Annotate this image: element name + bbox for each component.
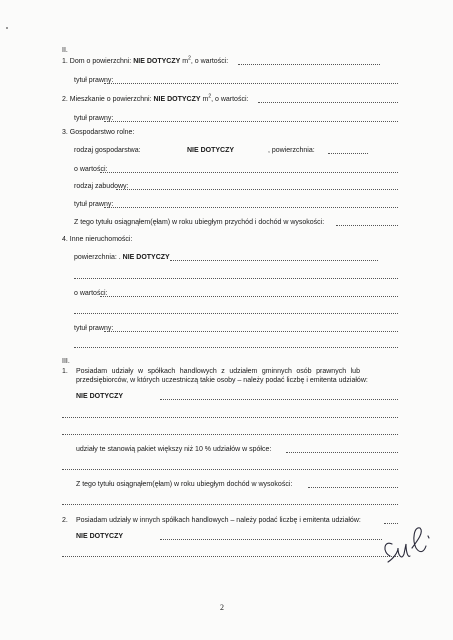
- shares-1-text-line2: przedsiębiorców, w których uczestniczą takie osoby – należy podać liczbę i emitenta udziałów:: [76, 377, 368, 384]
- apartment-label: 2. Mieszkanie o powierzchni:: [62, 96, 152, 103]
- other-value-label: o wartości:: [74, 290, 108, 297]
- other-value-line: [100, 296, 398, 297]
- shares-1-income-line-2: [62, 504, 398, 505]
- apartment-area-value: NIE DOTYCZY: [153, 96, 201, 103]
- house-value-line: [238, 64, 380, 65]
- other-value-line-2: [74, 313, 398, 314]
- apartment-row: [62, 93, 249, 104]
- farm-type-value: NIE DOTYCZY: [187, 147, 235, 154]
- house-title-label: tytuł prawny:: [74, 77, 114, 84]
- farm-title-label: tytuł prawny:: [74, 201, 114, 208]
- house-title-line: [104, 83, 398, 84]
- other-property-label: 4. Inne nieruchomości:: [62, 236, 133, 243]
- shares-1-value: NIE DOTYCZY: [76, 393, 124, 400]
- apartment-area-unit: m: [202, 96, 209, 103]
- other-title-label: tytuł prawny:: [74, 325, 114, 332]
- farm-type-label: rodzaj gospodarstwa:: [74, 147, 141, 154]
- other-title-line-2: [74, 347, 398, 348]
- shares-2-value: NIE DOTYCZY: [76, 533, 124, 540]
- farm-building-label: rodzaj zabudowy:: [74, 183, 129, 190]
- section-2-heading: II.: [62, 47, 68, 54]
- house-label: 1. Dom o powierzchni:: [62, 58, 132, 65]
- other-area-row: [74, 254, 170, 262]
- farm-area-line: [328, 153, 368, 154]
- shares-2-text: Posiadam udziały w innych spółkach handlowych – należy podać liczbę i emitenta udziałów:: [76, 517, 361, 524]
- farm-area-label: , powierzchnia:: [268, 147, 315, 154]
- farm-income-label: Z tego tytułu osiągnąłem(ęłam) w roku ubiegłym przychód i dochód w wysokości:: [74, 219, 325, 226]
- other-area-value: NIE DOTYCZY: [122, 254, 170, 261]
- farm-building-line: [116, 189, 398, 190]
- shares-1-package-line-2: [62, 469, 398, 470]
- house-row: [62, 55, 229, 66]
- shares-1-package-label: udziały te stanowią pakiet większy niż 10 % udziałów w spółce:: [76, 446, 272, 453]
- house-area-unit-sup: 2: [188, 55, 191, 62]
- apartment-value-line: [258, 102, 398, 103]
- shares-1-number: 1.: [62, 368, 68, 375]
- other-title-line: [104, 331, 398, 332]
- house-area-unit: m: [182, 58, 189, 65]
- shares-1-text-line1: Posiadam udziały w spółkach handlowych z udziałem gminnych osób prawnych lub: [76, 368, 360, 375]
- shares-1-income-line: [308, 487, 398, 488]
- shares-1-line-2: [62, 417, 398, 418]
- shares-2-number: 2.: [62, 517, 68, 524]
- shares-1-line-3: [62, 434, 398, 435]
- other-area-line: [170, 260, 378, 261]
- apartment-title-line: [104, 121, 398, 122]
- apartment-title-label: tytuł prawny:: [74, 115, 114, 122]
- farm-label: 3. Gospodarstwo rolne:: [62, 129, 135, 136]
- farm-value-line: [100, 172, 398, 173]
- apartment-value-label: , o wartości:: [211, 96, 249, 103]
- shares-2-value-line: [160, 539, 382, 540]
- section-3-heading: III.: [62, 358, 70, 365]
- page-number: 2: [220, 603, 224, 612]
- handwritten-signature: [376, 518, 436, 568]
- scan-speck: [6, 27, 8, 29]
- house-area-value: NIE DOTYCZY: [133, 58, 181, 65]
- other-area-label: powierzchnia: .: [74, 254, 121, 261]
- shares-1-line: [160, 399, 398, 400]
- shares-1-income-label: Z tego tytułu osiągnąłem(ęłam) w roku ubiegłym dochód w wysokości:: [76, 481, 293, 488]
- farm-income-line: [336, 225, 398, 226]
- apartment-area-unit-sup: 2: [208, 93, 212, 100]
- shares-2-line-2: [62, 556, 398, 557]
- shares-1-package-line: [286, 452, 398, 453]
- other-area-line-2: [74, 278, 398, 279]
- farm-value-label: o wartości:: [74, 166, 108, 173]
- farm-title-line: [104, 207, 398, 208]
- house-value-label: , o wartości:: [190, 58, 229, 65]
